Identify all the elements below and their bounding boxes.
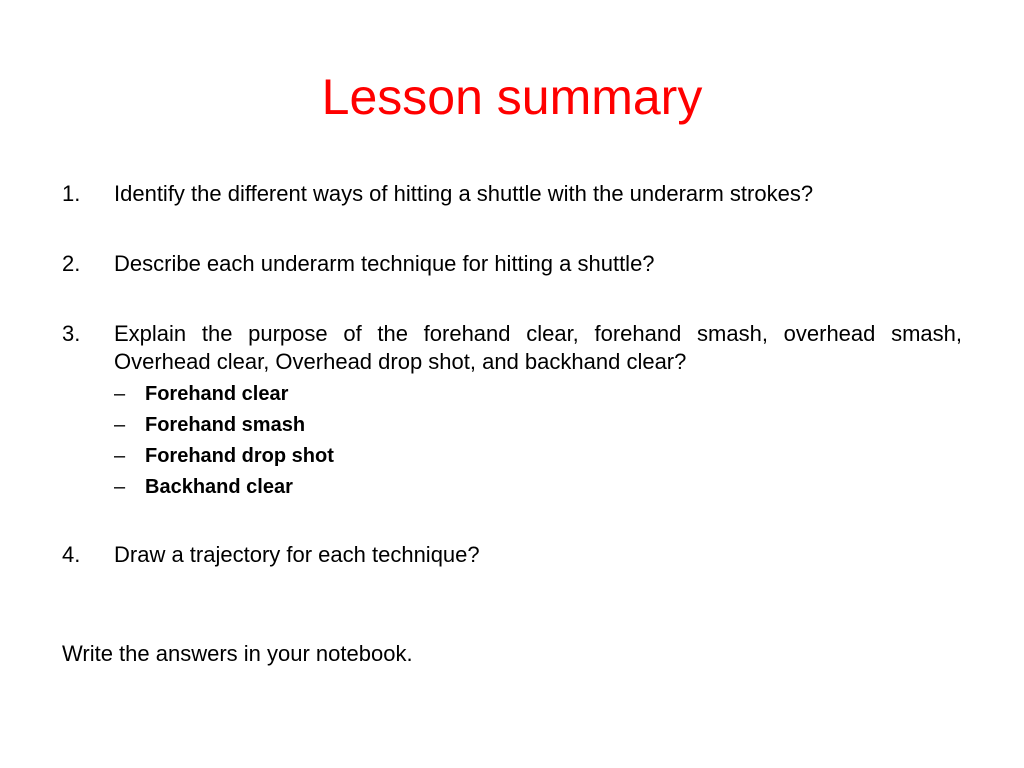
dash-bullet: – [114, 414, 126, 436]
dash-bullet: – [114, 476, 126, 498]
sub-item-text: Forehand drop shot [145, 445, 334, 467]
sub-item [114, 410, 962, 441]
question-item-2 [62, 250, 962, 278]
question-item-4 [62, 541, 962, 569]
sub-item-text: Forehand smash [145, 414, 306, 436]
question-number: 4. [62, 542, 81, 567]
sub-item [114, 441, 962, 472]
question-text: Explain the purpose of the forehand clear, forehand smash, overhead smash, Overhead clear, Overhead drop shot, and backhand clear? [114, 321, 962, 374]
slide-title: Lesson summary [321, 69, 703, 125]
sub-item-list [114, 379, 962, 503]
question-item-1 [62, 180, 962, 208]
question-number: 3. [62, 321, 81, 346]
instruction-text: Write the answers in your notebook. [62, 641, 413, 666]
question-text: Draw a trajectory for each technique? [114, 542, 480, 567]
question-list [62, 180, 962, 611]
dash-bullet: – [114, 383, 126, 405]
question-number: 2. [62, 251, 81, 276]
dash-bullet: – [114, 445, 126, 467]
sub-item [114, 379, 962, 410]
sub-item-text: Backhand clear [145, 476, 293, 498]
question-text: Describe each underarm technique for hitting a shuttle? [114, 251, 655, 276]
question-item-3 [62, 320, 962, 503]
question-text: Identify the different ways of hitting a shuttle with the underarm strokes? [114, 181, 814, 206]
sub-item [114, 472, 962, 503]
question-number: 1. [62, 181, 81, 206]
sub-item-text: Forehand clear [145, 383, 289, 405]
